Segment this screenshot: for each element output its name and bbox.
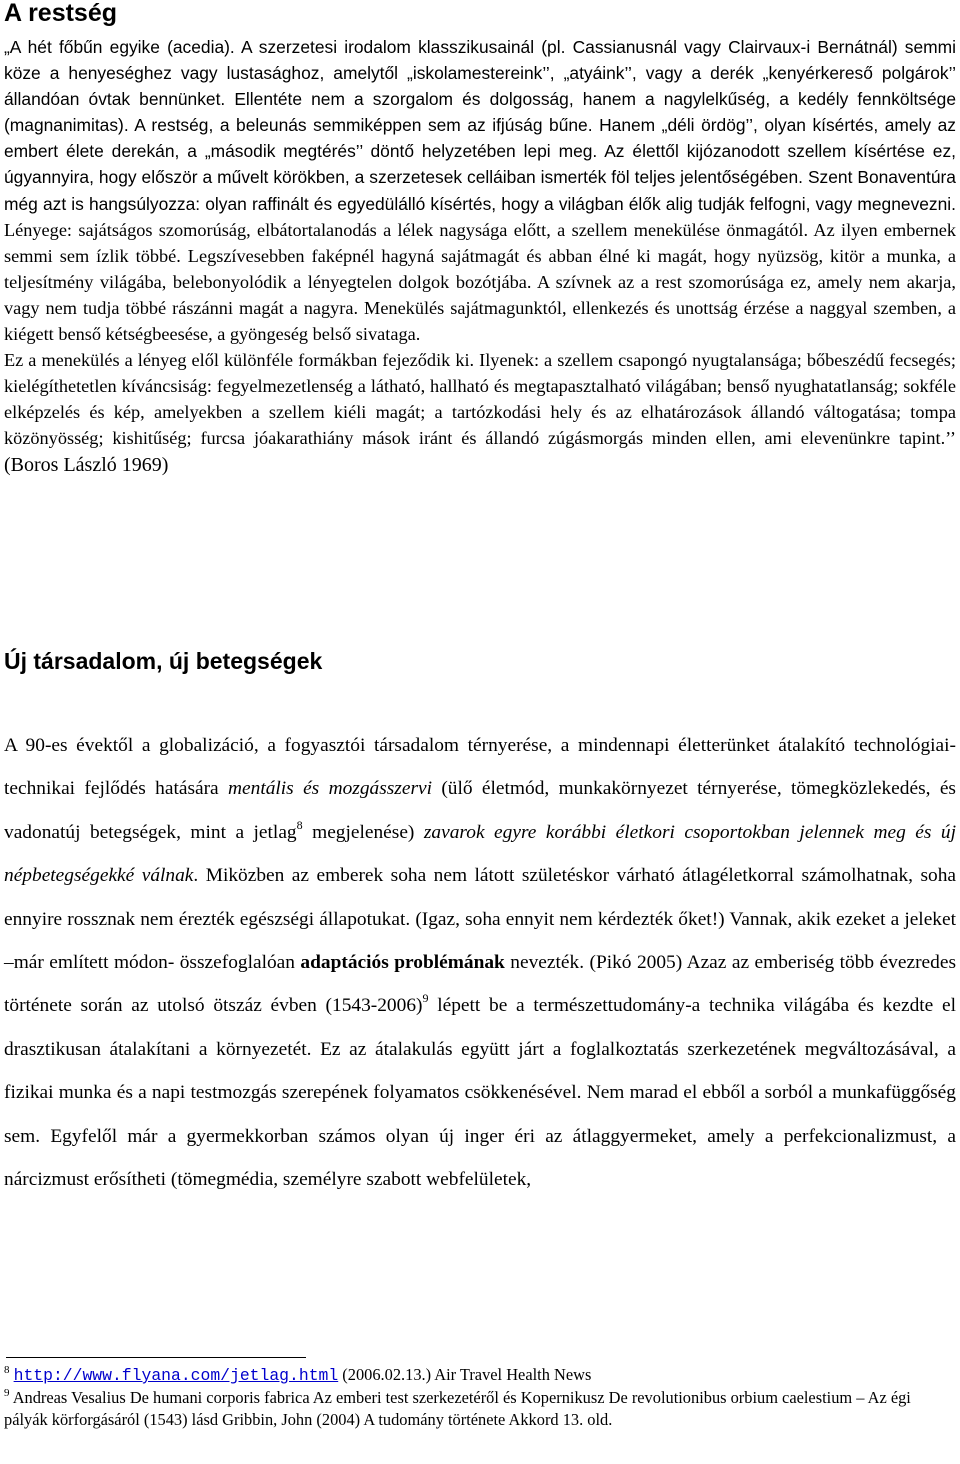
quote-run: Az élettől kijózanodott szellem kísértése ez, úgyannyira, hogy először a művelt körökben, a szerzetesek celláiban ismerték föl teljes jelentőségében. [4, 141, 956, 188]
footnotes [4, 1364, 956, 1431]
footnote-text: (2006.02.13.) Air Travel Health News [338, 1365, 592, 1384]
body-run: A 90-es évektől a globalizáció, a fogyasztói társadalom térnyerése, a mindennapi életterünket átalakító technológiai- technikai fejlődés hatására [4, 735, 956, 800]
section-body-paragraph [4, 724, 956, 1201]
footnote-text: Andreas Vesalius De humani corporis fabrica Az emberi test szerkezetéről és Kopernikusz De revolutionibus orbium caelestium – Az égi pályák körforgásáról (1543) lásd Gribbin, John (2004) A tudomány története Akkord 13. old. [4, 1388, 911, 1429]
body-run: nevezték. (Pikó 2005) Azaz az emberiség több évezredes története során az utolsó ötszáz évben (1543-2006) [4, 952, 956, 1017]
footnote-link[interactable]: http://www.flyana.com/jetlag.html [13, 1366, 339, 1385]
section-title-restseg: A restség [4, 0, 118, 27]
quote-run: Lényege: sajátságos szomorúság, elbátortalanodás a lélek nagysága előtt, a szellem menekülése önmagától. Az ilyen embernek semmi sem ízlik többé. [4, 219, 956, 266]
footnote-number: 8 [4, 1364, 10, 1376]
section-title-uj-tarsadalom: Új társadalom, új betegségek [4, 648, 323, 674]
body-run: lépett be a természettudomány-a technika világába és kezdte el drasztikusan átalakítani a környezetét. Ez az átalakulás együtt járt a foglalkoztatás szerkezetének megváltozásával, a fizikai munka és a napi testmozgás szerepének folyamatos csökkenésével. Nem marad el ebből a sorból a munkafüggőség sem. Egyfelől már a gyermekkorban számos olyan új inger éri az átlaggyermeket, amely a perfekcionalizmust, a nárcizmust erősítheti (tömegmédia, személyre szabott webfelületek, [4, 995, 956, 1191]
quote-paragraph-2 [4, 347, 956, 477]
footnote-9 [4, 1387, 956, 1431]
body-run: . Miközben az emberek soha nem látott születéskor várható átlagéletkorral számolhatnak, soha ennyire rossznak nem érezték egészségi állapotukat. (Igaz, soha ennyit nem kérdezték őket!) Vannak, akik ezeket a jeleket –már említett módon- összefoglalóan [4, 865, 956, 974]
quote-run: Ez a menekülés a lényeg elől különféle formákban fejeződik ki. Ilyenek: a szellem csapongó nyugtalansága; bőbeszédű fecsegés; kielégíthetetlen kíváncsiság: fegyelmezetlenség a látható, hallható és megtapasztalható világában; benső nyughatatlanság; sokféle elképzelés és kép, amelyekben a szellem kiéli magát; a tartózkodási hely és az elhatározások állandó váltogatása; tompa közönyösség; kishitűség; furcsa jóakarathiány mások iránt és állandó zúgásmorgás minden ellen, ami elevenünkre tapint.’’ [4, 350, 956, 449]
footnote-ref-8[interactable]: 8 [296, 817, 303, 832]
quote-run: „A hét főbűn egyike (acedia). A szerzetesi irodalom klasszikusainál (pl. Cassianusnál vagy Clairvaux-i Bernátnál) semmi köze a henyeséghez vagy lustasághoz, amelytől „iskolamestereink’’, „atyáink’’, vagy a derék „kenyérkereső polgárok’’ állandóan óvtak bennünket. Ellentéte nem a szorgalom és dolgosság, hanem a nagylelkűség, a kedély fennköltsége (magnanimitas). A restség, a beleunás semmiképpen sem az ifjúság bűne. Hanem „déli ördög’’, olyan kísértés, amely az embert élete derekán, a „második megtérés’’ döntő helyzetében lepi meg. [4, 37, 956, 162]
restseg-quote [4, 34, 956, 478]
quote-citation: (Boros László 1969) [4, 453, 169, 476]
quote-run: Szent Bonaventúra még azt is hangsúlyozza: olyan raffinált és egyedülálló kísértés, hogy a világban élők alig tudják felfogni, vagy megnevezni. [4, 167, 956, 214]
footnote-separator [6, 1357, 306, 1358]
body-run-bold: adaptációs problémának [300, 952, 505, 974]
footnote-ref-9[interactable]: 9 [422, 991, 429, 1006]
footnote-8 [4, 1364, 956, 1387]
body-run: (ülő életmód, munkakörnyezet térnyerése, tömegközlekedés, és vadonatúj betegségek, mint a jetlag [4, 778, 956, 843]
quote-paragraph-1 [4, 34, 956, 347]
body-run-italic: mentális és mozgásszervi [228, 778, 432, 800]
footnote-number: 9 [4, 1387, 10, 1399]
body-run-italic: zavarok egyre korábbi életkori csoportokban jelennek meg és új népbetegségekké válnak [4, 821, 957, 887]
quote-run: Legszívesebben faképnél hagyná sajátmagát és abban élné ki magát, hogy nyüzsög, kitör a munka, a teljesítmény világába, belebonyolódik a lényegtelen dolgok bozótjába. A szívnek az a rest szomorúsága ez, amely nem akarja, vagy nem tudja többé rászánni magát a nagyra. Menekülés sajátmagunktól, ellenkezés és unottság érzése a naggyal szemben, a kiégett benső kétségbeesése, a gyöngeség belső sivataga. [4, 245, 957, 345]
body-run: megjelenése) [302, 821, 424, 843]
